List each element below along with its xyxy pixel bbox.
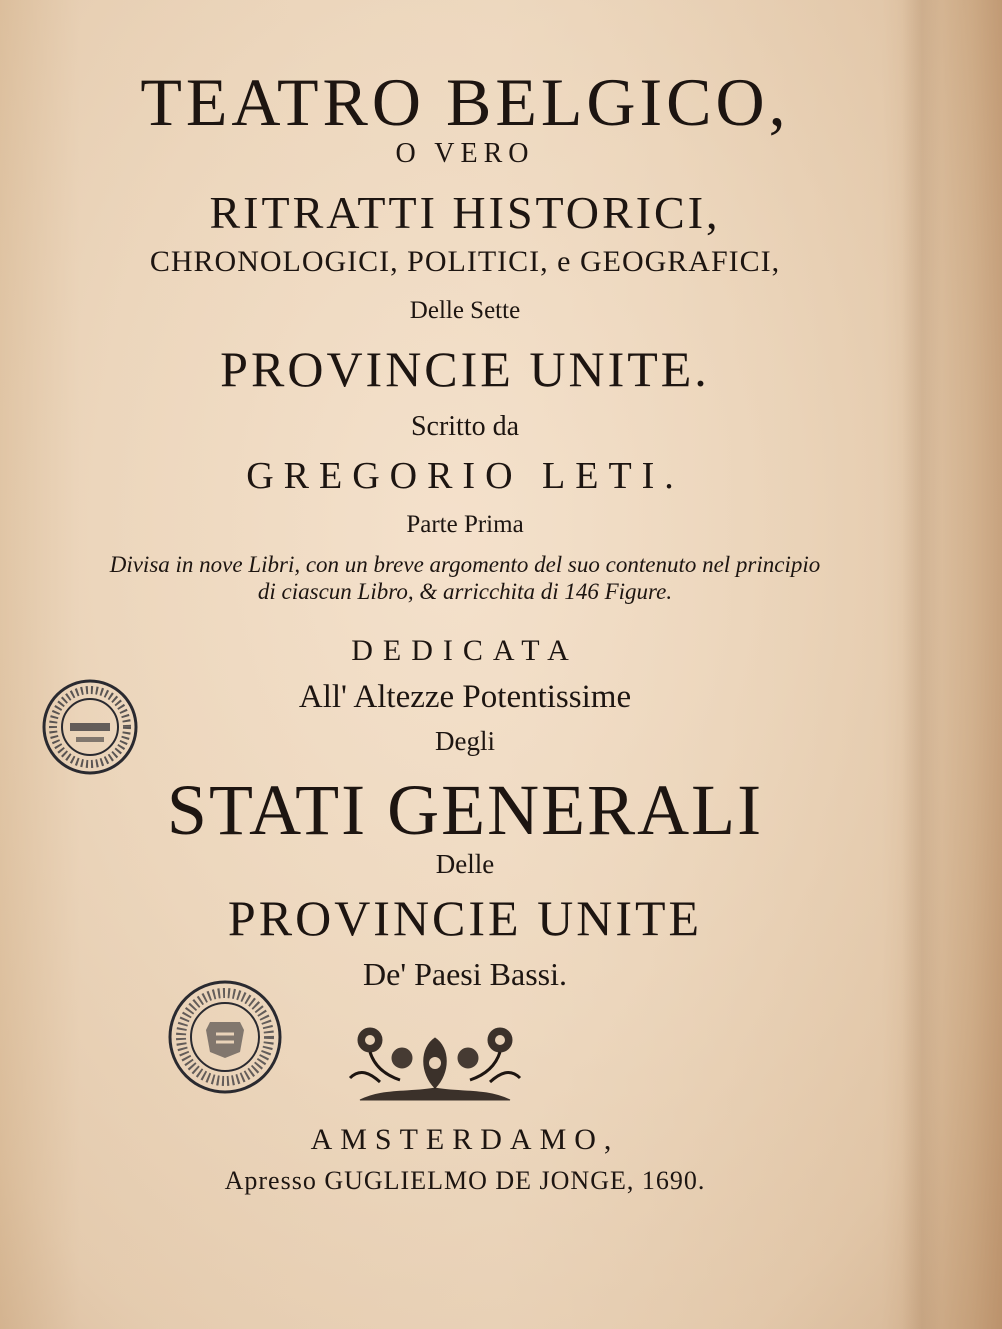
delle-sette: Delle Sette (409, 297, 521, 324)
floral-ornament-icon (340, 1018, 530, 1108)
provincie-unite-heading-2: PROVINCIE UNITE (227, 890, 703, 946)
dedicata: DEDICATA (351, 634, 579, 667)
provincie-unite-heading: PROVINCIE UNITE. (220, 341, 710, 397)
stati-generali-heading: STATI GENERALI (166, 770, 764, 850)
subtitle-o-vero: O VERO (395, 138, 535, 169)
description-line-2: di ciascun Libro, & arricchita di 146 Figure. (257, 579, 673, 604)
delle: Delle (435, 849, 495, 879)
book-title: TEATRO BELGICO, (140, 64, 790, 140)
imprint-place: AMSTERDAMO, (310, 1123, 620, 1156)
imprint-publisher: Apresso GUGLIELMO DE JONGE, 1690. (224, 1166, 706, 1195)
dedication-altezze: All' Altezze Potentissime (298, 679, 632, 715)
paesi-bassi: De' Paesi Bassi. (363, 956, 567, 992)
scritto-da: Scritto da (410, 411, 520, 442)
parte-prima: Parte Prima (406, 511, 524, 538)
author-name: GREGORIO LETI. (246, 455, 684, 497)
library-stamp-icon (40, 677, 140, 777)
description-line-1: Divisa in nove Libri, con un breve argomento del suo contenuto nel principio (109, 552, 821, 577)
library-seal-icon (166, 978, 284, 1096)
degli: Degli (435, 726, 495, 756)
subtitle-ritratti: RITRATTI HISTORICI, (209, 187, 721, 238)
subtitle-chronologici: CHRONOLOGICI, POLITICI, e GEOGRAFICI, (149, 245, 781, 278)
